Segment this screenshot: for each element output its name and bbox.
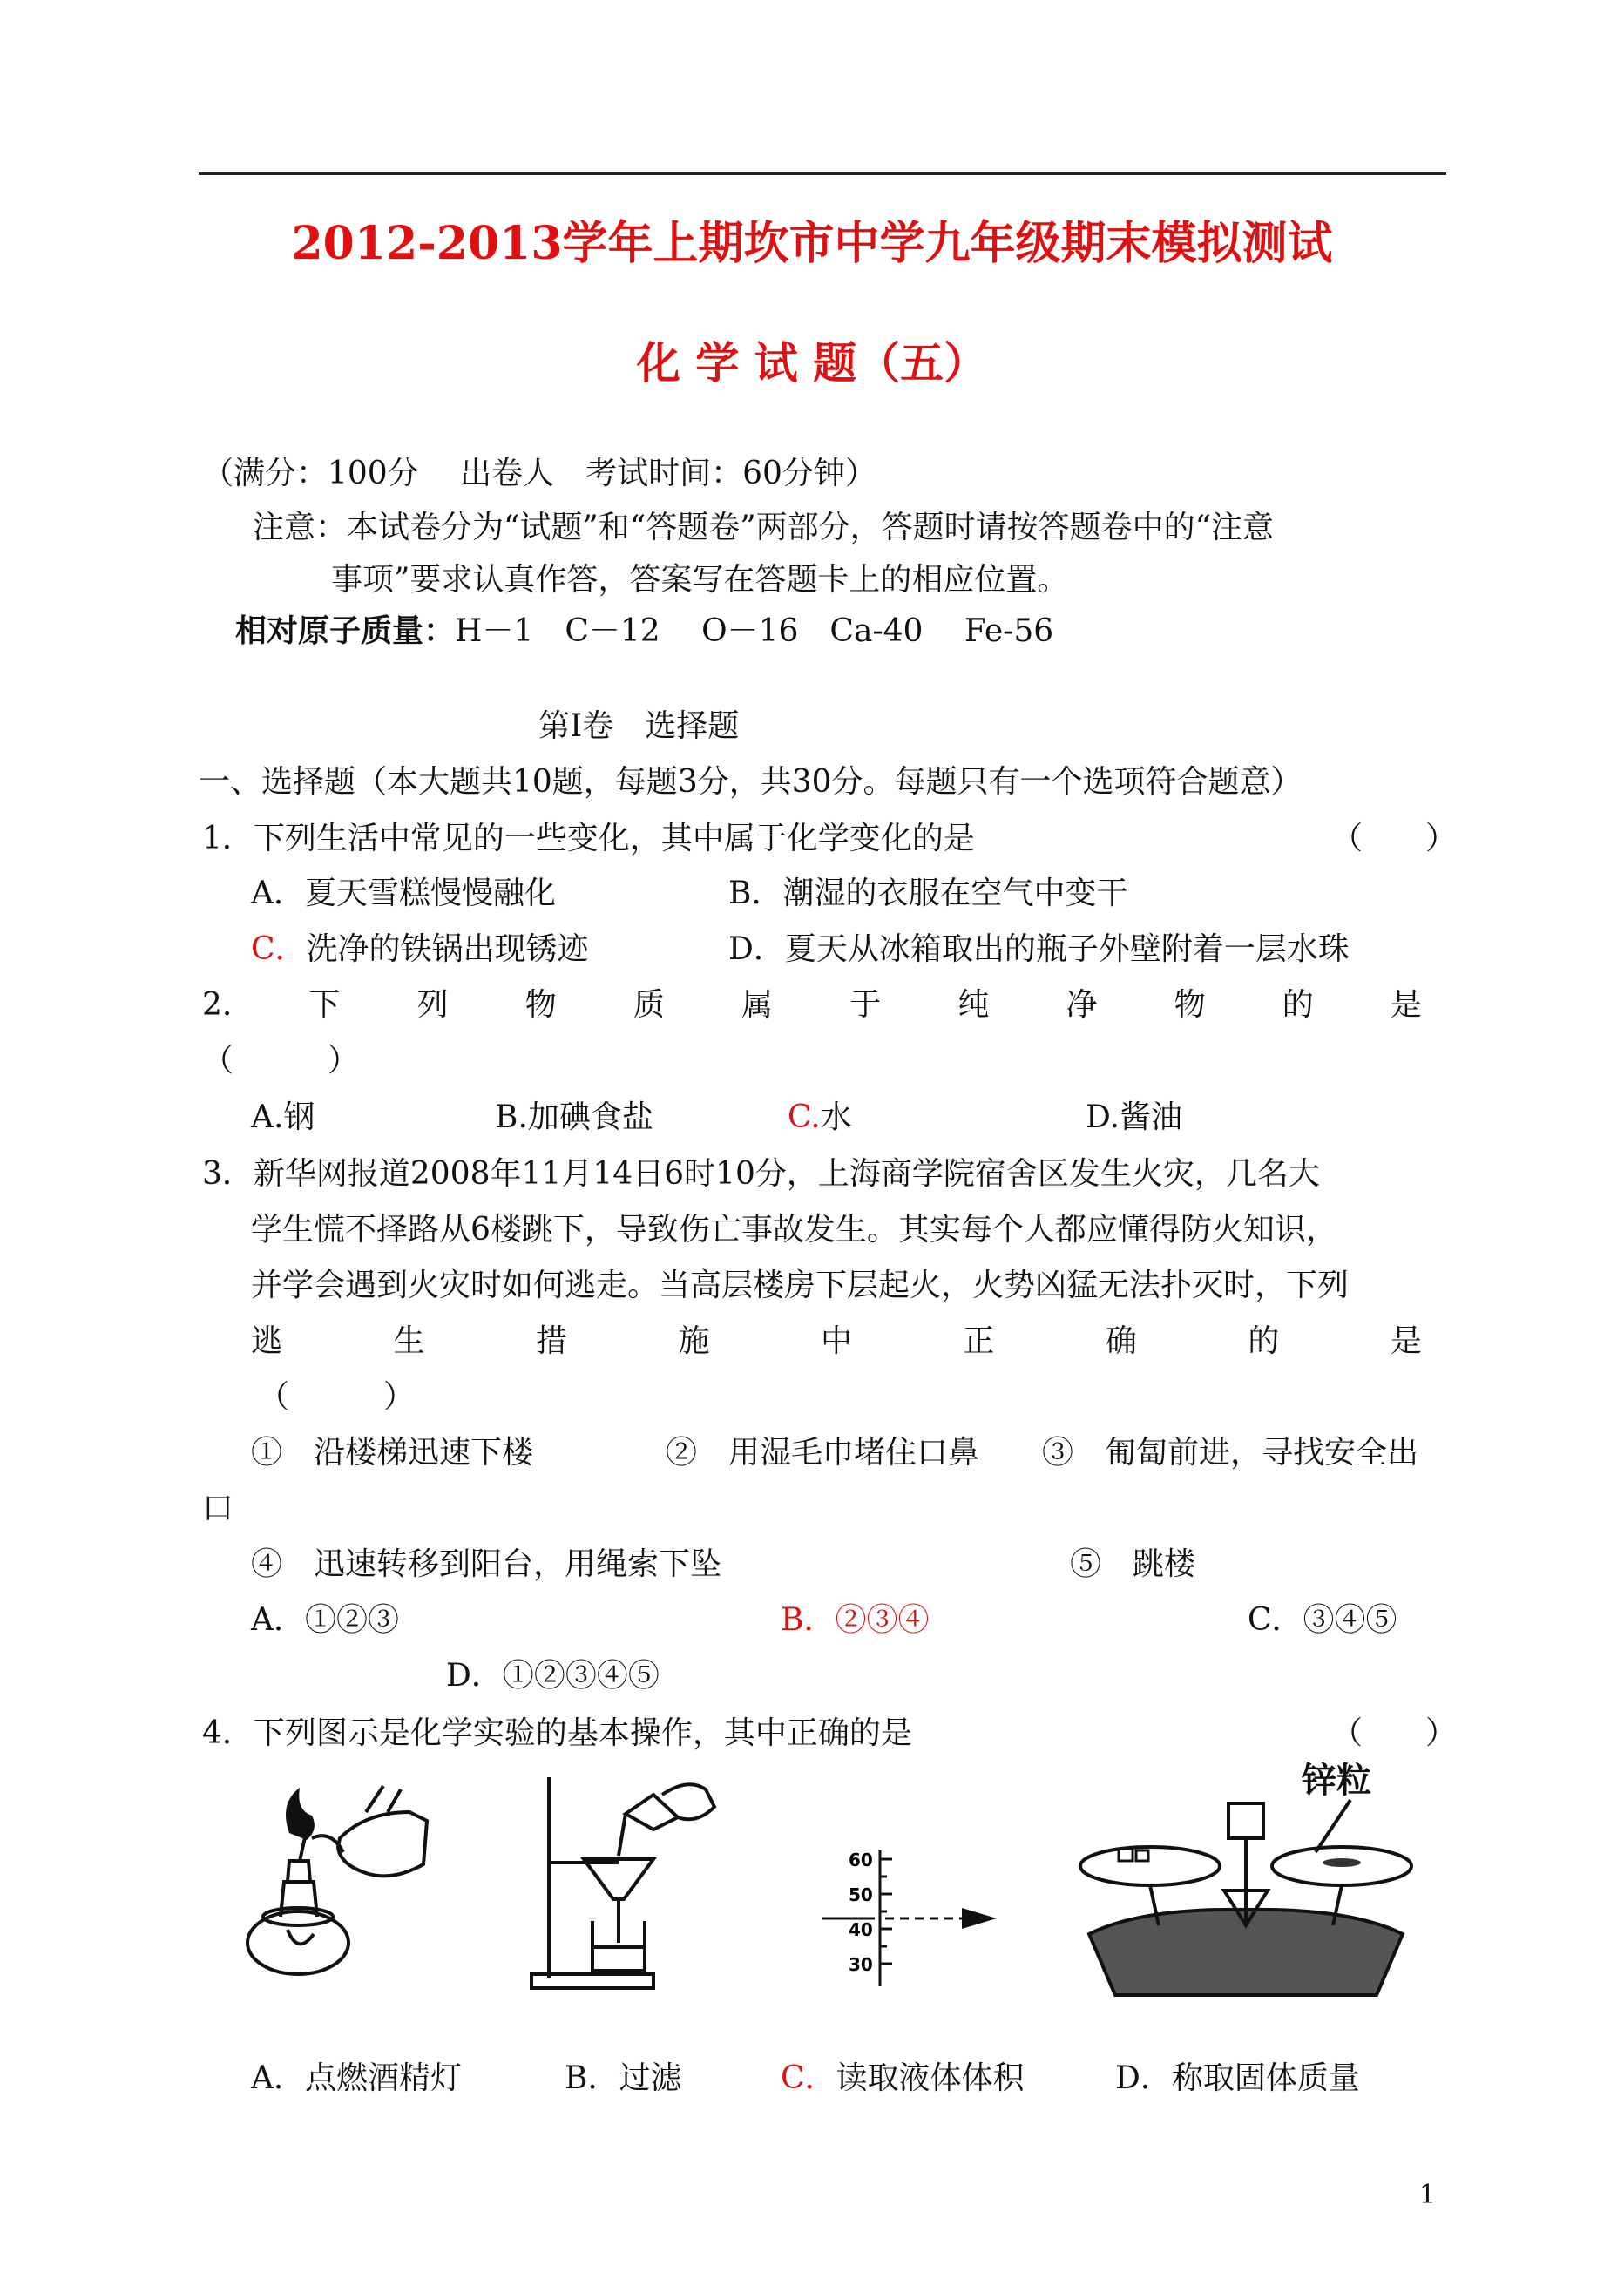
- scale-mark: 30: [849, 1954, 873, 1975]
- cylinder-reading-figure: [822, 1847, 1014, 1995]
- section-heading: 第Ⅰ卷 选择题: [538, 708, 740, 744]
- page-number: 1: [1418, 2180, 1436, 2210]
- zinc-label: 锌粒: [1302, 1760, 1371, 1801]
- q2-stem-char: 物: [524, 987, 557, 1023]
- q4-stem: 4．下列图示是化学实验的基本操作，其中正确的是: [202, 1715, 912, 1751]
- q3-choice-2: ② 用湿毛巾堵住口鼻: [666, 1435, 980, 1471]
- q3-choice-3: ③ 匍匐前进，寻找安全出: [1042, 1435, 1419, 1471]
- q1-option-d: D．夏天从冰箱取出的瓶子外壁附着一层水珠: [728, 931, 1350, 967]
- q2-stem-char: 是: [1390, 987, 1422, 1023]
- q2-stem-char: 物: [1174, 987, 1206, 1023]
- exam-subtitle: 化 学 试 题（五）: [636, 337, 988, 389]
- q2-stem-char: 质: [633, 987, 665, 1023]
- exam-title: 2012-2013学年上期坎市中学九年级期末模拟测试: [291, 217, 1333, 270]
- q1-option-a: A．夏天雪糕慢慢融化: [251, 876, 556, 911]
- q2-stem-char: 列: [416, 987, 449, 1023]
- q2-option-b: B.加碘食盐: [495, 1099, 653, 1135]
- q3-line4-char: 施: [678, 1323, 710, 1359]
- q3-line4-char: 中: [820, 1323, 852, 1359]
- q2-answer-bracket: （ ）: [202, 1043, 360, 1079]
- q3-line4-char: 确: [1105, 1323, 1137, 1359]
- atomic-mass-values: H－1 C－12 O－16 Ca-40 Fe-56: [455, 613, 1054, 649]
- q2-option-c-text: 水: [820, 1099, 852, 1135]
- q3-choice-4: ④ 迅速转移到阳台，用绳索下坠: [251, 1546, 722, 1582]
- q4-option-c-letter: C．: [781, 2060, 836, 2096]
- q2-option-d: D.酱油: [1086, 1099, 1183, 1135]
- part-heading: 一、选择题（本大题共10题，每题3分，共30分。每题只有一个选项符合题意）: [199, 764, 1303, 800]
- q3-line-4: [251, 1323, 1422, 1359]
- q4-option-b: B．过滤: [565, 2060, 682, 2096]
- q3-line4-char: 是: [1390, 1323, 1422, 1359]
- q3-line4-char: 正: [963, 1323, 995, 1359]
- q3-choice-1: ① 沿楼梯迅速下楼: [251, 1435, 534, 1471]
- q3-line-2: 学生慌不择路从6楼跳下，导致伤亡事故发生。其实每个人都应懂得防火知识，: [251, 1212, 1337, 1248]
- q4-option-a: A．点燃酒精灯: [251, 2060, 462, 2096]
- q3-line4-char: 生: [393, 1323, 425, 1359]
- q2-stem-char: 属: [741, 987, 774, 1023]
- q1-option-c: [251, 931, 589, 967]
- q3-option-d: D．①②③④⑤: [446, 1658, 660, 1694]
- q1-option-b: B．潮湿的衣服在空气中变干: [728, 876, 1128, 911]
- scale-mark: 60: [849, 1850, 873, 1870]
- q2-option-c-letter: C.: [788, 1099, 821, 1135]
- q3-option-c: C．③④⑤: [1248, 1602, 1397, 1638]
- q2-stem-char: 2.: [202, 987, 233, 1023]
- q3-line-1: 3．新华网报道2008年11月14日6时10分，上海商学院宿舍区发生火灾，几名大: [202, 1156, 1320, 1192]
- q2-stem-char: 的: [1282, 987, 1314, 1023]
- q3-line4-char: 措: [535, 1323, 567, 1359]
- q2-option-c: [788, 1099, 852, 1135]
- q3-choice-3-cont: 口: [202, 1491, 234, 1526]
- q1-option-c-letter: C．: [251, 931, 307, 967]
- notice-line-2: 事项”要求认真作答，答案写在答题卡上的相应位置。: [331, 562, 1069, 598]
- notice-line-1: 注意：本试卷分为“试题”和“答题卷”两部分，答题时请按答题卷中的“注意: [253, 510, 1275, 545]
- header-rule: [199, 172, 1446, 175]
- filtration-figure: [523, 1769, 723, 1995]
- q4-option-d: D．称取固体质量: [1115, 2060, 1360, 2096]
- atomic-mass: [235, 612, 1054, 649]
- balance-figure: [1063, 1795, 1429, 2004]
- q2-stem-char: 净: [1066, 987, 1098, 1023]
- q3-line4-char: 的: [1248, 1323, 1280, 1359]
- q3-line4-char: 逃: [251, 1323, 283, 1359]
- q4-answer-bracket: （ ）: [1331, 1715, 1458, 1751]
- q2-option-a: A.钢: [251, 1099, 315, 1135]
- scale-mark: 50: [849, 1884, 873, 1905]
- q3-answer-bracket: （ ）: [258, 1379, 416, 1415]
- q4-option-c-text: 读取液体体积: [836, 2060, 1025, 2096]
- q2-stem: [202, 987, 1422, 1023]
- q2-stem-char: 于: [849, 987, 882, 1023]
- q3-option-b: B．②③④: [781, 1602, 930, 1638]
- q1-answer-bracket: （ ）: [1331, 821, 1458, 856]
- q1-stem: 1．下列生活中常见的一些变化，其中属于化学变化的是: [202, 821, 975, 856]
- scale-mark: 40: [849, 1919, 873, 1940]
- q3-choice-5: ⑤ 跳楼: [1070, 1546, 1196, 1582]
- q1-option-c-text: 洗净的铁锅出现锈迹: [306, 931, 589, 967]
- q4-option-c: [781, 2060, 1025, 2096]
- q2-stem-char: 纯: [957, 987, 990, 1023]
- q3-line-3: 并学会遇到火灾时如何逃走。当高层楼房下层起火，火势凶猛无法扑灭时，下列: [251, 1268, 1350, 1303]
- alcohol-lamp-figure: [235, 1777, 436, 1986]
- atomic-mass-label: 相对原子质量：: [235, 612, 456, 649]
- q2-stem-char: 下: [308, 987, 341, 1023]
- exam-info: （满分：100分 出卷人 考试时间：60分钟）: [202, 456, 876, 491]
- q3-option-a: A．①②③: [251, 1602, 399, 1638]
